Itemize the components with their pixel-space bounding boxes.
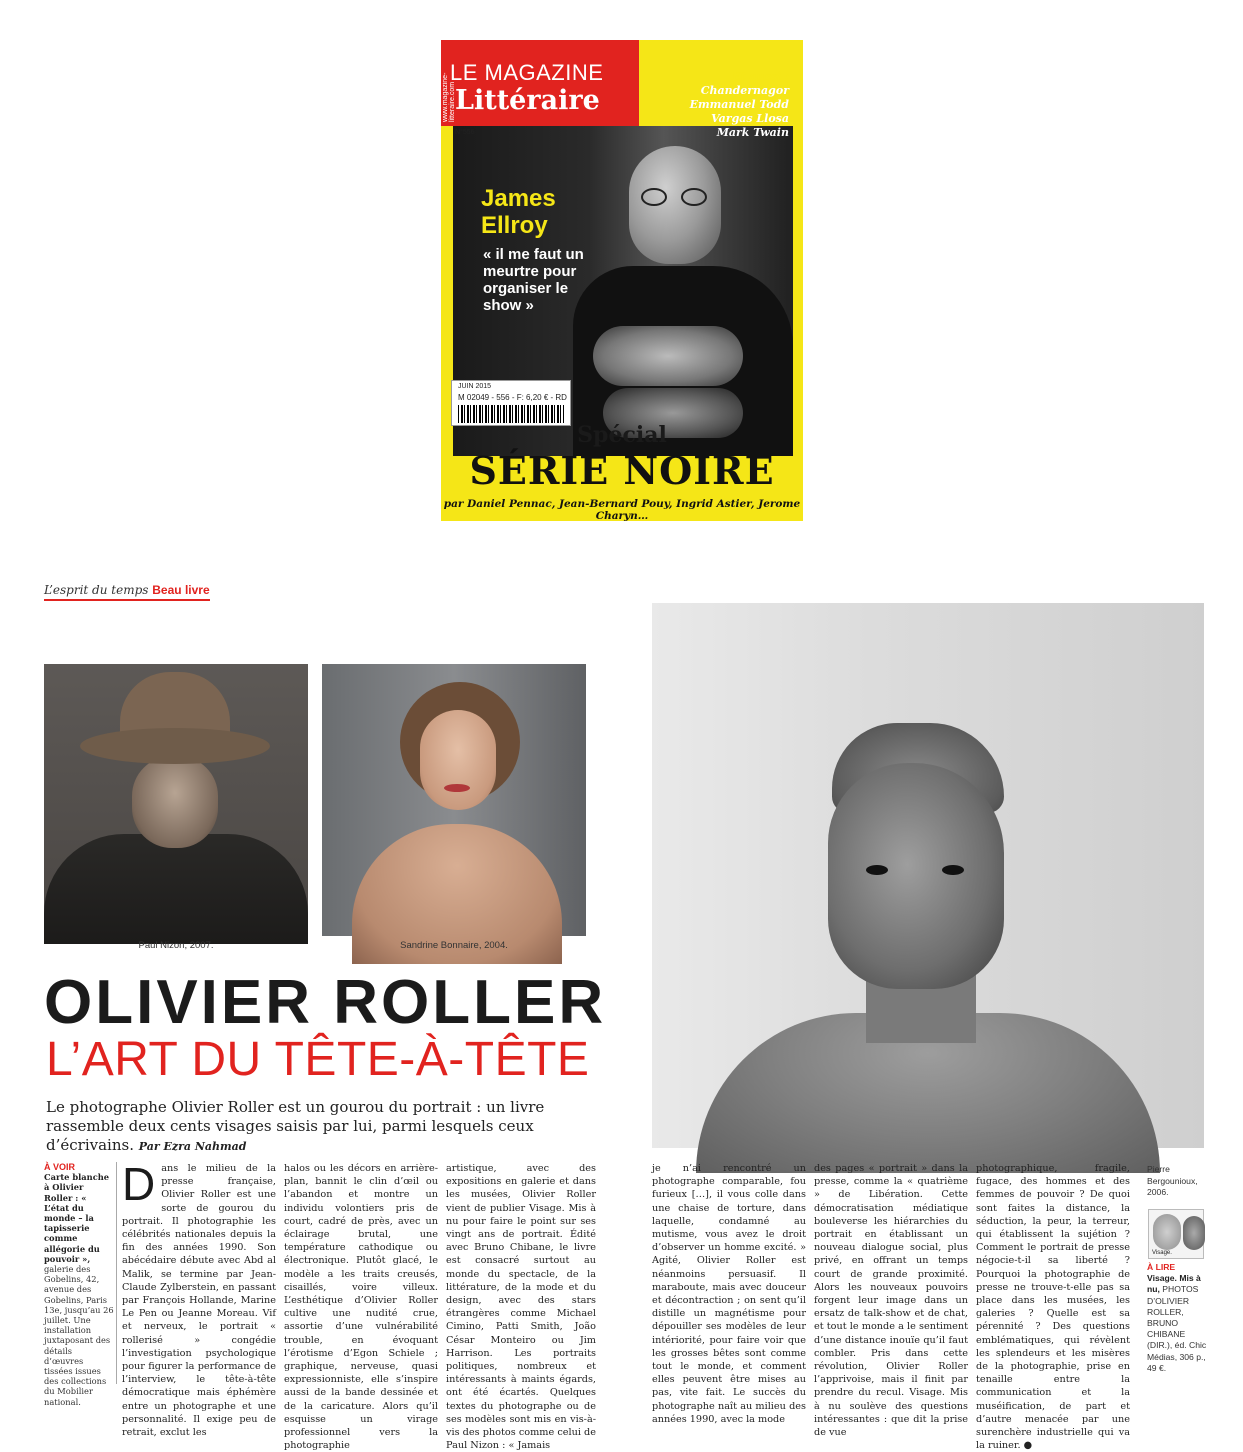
cover-special: Spécial: [577, 422, 667, 448]
section-tag: Beau livre: [152, 583, 210, 597]
book-face-right: [1183, 1216, 1205, 1250]
article-lede: [46, 1098, 606, 1156]
column-text: ans le milieu de la presse française, Olivier Roller est une sorte de gourou du portrait. Il photographie les célébrités nationales depuis la fin des années 1990. Son abécédaire débute avec Abd al Malik, se termine par Jean-Claude Zylberstein, en passant par François Hollande, Marine Le Pen ou Jeanne Moreau. Vif et nerveux, le portrait « rollerisé » congédie l’investigation psychologique pour figurer la performance de l’interview, le tête-à-tête démocratique mais éphémère entre un photographe et une personnalité. Il exige peu de retrait, exclut les: [122, 1163, 276, 1439]
photo-sandrine-bonnaire: [322, 664, 586, 936]
sidebar-a-lire: [1147, 1262, 1211, 1374]
article-column-2: halos ou les décors en arrière-plan, bannit le clin d’œil ou l’abandon et montre un individu volontiers pris de court, cadré de près, avec un éclairage brutal, une température cathodique ou électronique. Plutôt glacé, le modèle a les traits creusés, cisaillés, voire villeux. L’esthétique d’Olivier Roller cultive une nudité crue, assortie d’une vulnérabilité trouble, en évoquant l’érotisme d’Egon Schiele ; graphique, nerveuse, quasi expressionniste, elle s’inspire aussi de la bande dessinée et de la caricature. Alors qu’il esquisse un virage professionnel vers la photographie: [284, 1163, 438, 1452]
cover-also-name: Chandernagor: [700, 84, 789, 97]
alire-kicker: À LIRE: [1147, 1262, 1176, 1272]
nizon-coat: [44, 834, 308, 944]
photo-credit: Pierre Bergounioux, 2006.: [1147, 1164, 1198, 1197]
alire-body: PHOTOS D’OLIVIER ROLLER, BRUNO CHIBANE (DIR.), éd. Chic Médias, 306 p., 49 €.: [1147, 1284, 1207, 1373]
nizon-face: [132, 756, 218, 848]
cover-also-list: [690, 70, 789, 140]
cover-authors: par Daniel Pennac, Jean-Bernard Pouy, Ingrid Astier, Jerome Charyn…: [443, 498, 801, 522]
sidebar-title: Carte blanche à Olivier Roller : « L’état du monde – la tapisserie comme allégorie du pouvoir »,: [44, 1172, 110, 1264]
cover-logo-line1: LE MAGAZINE: [450, 60, 604, 85]
cover-date: JUIN 2015: [458, 383, 492, 390]
bonnaire-lips: [444, 784, 470, 792]
dropcap: D: [122, 1158, 156, 1210]
cover-figure-hands: [593, 326, 743, 386]
cover-name-first: James: [481, 185, 556, 212]
sidebar-kicker: À VOIR: [44, 1162, 76, 1172]
bergounioux-eye-right: [942, 865, 964, 875]
bonnaire-face: [420, 710, 496, 810]
cover-barcode: [451, 380, 571, 426]
article-column-5: des pages « portrait » dans la presse, comme la « quatrième » de Libération. Cette démocratisation médiatique bouleverse les hiérarchies du portrait en établissant un nouveau dialogue social, plus privé, en offrant un temps court de grande proximité. Alors les nouveaux pouvoirs forgent leur image dans un ersatz de talk-show et de chat, et tout le monde a le sentiment d’une distance inouïe qu’il faut combler. Pris dans cette révolution, Olivier Roller l’apprivoise, mais il finit par prendre du recul. Visage. Mis à nu soulève des questions intéressantes : que dit la prise de vue: [814, 1163, 968, 1439]
cover-serie-noire: SÉRIE NOIRE: [469, 448, 775, 493]
article-subhead: L’ART DU TÊTE-À-TÊTE: [46, 1033, 590, 1086]
book-face-left: [1153, 1214, 1181, 1250]
cover-price-code: M 02049 - 556 - F: 6,20 € - RD: [458, 393, 567, 402]
sidebar-body: galerie des Gobelins, 42, avenue des Gobelins, Paris 13e, jusqu’au 26 juillet. Une installation juxtaposant des détails d’œuvres tissées issues des collections du Mobilier national.: [44, 1264, 114, 1407]
section-name: L’esprit du temps: [44, 583, 149, 597]
cover-issue-number: N°556: [455, 129, 475, 136]
cover-also-name: Mark Twain: [716, 126, 789, 139]
article-column-3: artistique, avec des expositions en galerie et dans les musées, Olivier Roller vient de publier Visage. Mis à nu pour faire le point sur ses vingt ans de portrait. Édité avec Bruno Chibane, le livre est consacré surtout au monde du spectacle, de la littérature, de la mode et du design, avec des stars étrangères comme Michael Cimino, Patti Smith, João César Monteiro ou Jim Harrison. Les portraits politiques, nombreux et intéressants à maints égards, ont été écartés. Quelques textes du photographe ou de ses modèles sont mis en vis-à-vis des photos comme celui de Paul Nizon : « Jamais: [446, 1163, 596, 1452]
bergounioux-eye-left: [866, 865, 888, 875]
article-headline: OLIVIER ROLLER: [44, 968, 607, 1037]
alire-title: Visage. Mis à nu,: [1147, 1273, 1201, 1295]
article-column-1: [122, 1158, 276, 1439]
cover-name-last: Ellroy: [481, 212, 548, 239]
photo-pierre-bergounioux: [652, 603, 1204, 1148]
cover-quote: « il me faut un meurtre pour organiser le show »: [483, 246, 584, 314]
nizon-hat-brim: [80, 728, 270, 764]
cover-logo: [441, 40, 639, 126]
book-thumb-title: Visage.: [1152, 1250, 1172, 1256]
lede-text: Le photographe Olivier Roller est un gourou du portrait : un livre rassemble deux cents visages saisis par lui, parmi lesquels ceux d’écrivains.: [46, 1098, 545, 1154]
caption-bonnaire: Sandrine Bonnaire, 2004.: [400, 940, 508, 951]
barcode-icon: [458, 405, 564, 423]
magazine-cover: [441, 40, 803, 521]
byline: Par Ezra Nahmad: [138, 1140, 247, 1153]
photo-paul-nizon: [44, 664, 308, 936]
sidebar-a-voir: [44, 1162, 114, 1407]
book-cover-thumbnail: [1148, 1209, 1204, 1259]
cover-figure-glasses: [641, 188, 707, 206]
caption-nizon: Paul Nizon, 2007.: [138, 940, 214, 951]
cover-also-heading: Et aussi :: [732, 70, 789, 83]
cover-also-name: Emmanuel Todd: [689, 98, 789, 111]
sidebar-divider: [116, 1162, 117, 1384]
article-column-6: photographique, fragile, fugace, des hommes et des femmes de pouvoir ? De quoi sont faites la distance, la séduction, la peur, la terreur, qui établissent la sujétion ? Comment le portrait de presse négocie-t-il sa liberté ? Pourquoi la photographie de presse ne trouve-t-elle pas sa place dans les musées, les galeries ? Quelle est sa pérennité ? Des questions emblématiques, qui révèlent les splendeurs et les misères de la photographie, prise en tenaille entre la communication et la muséification, de part et d’autre menacée par une surenchère industrielle qui va la ruiner. ●: [976, 1163, 1130, 1452]
cover-logo-line2: Littéraire: [455, 85, 600, 116]
cover-url: www.magazine-litteraire.com: [442, 72, 456, 122]
cover-also-name: Vargas Llosa: [711, 112, 789, 125]
article-column-4: je n’ai rencontré un photographe comparable, fou furieux […], il vous colle dans une chaise de torture, dans laquelle, condamné au mutisme, vous avez le droit d’observer un homme excité. » Agité, Olivier Roller est néanmoins persuasif. Il maraboute, mais avec douceur et décontraction ; on sent qu’il distille un magnétisme pour dépouiller ses modèles de leur intériorité, pour faire voir que les grosses bêtes sont comme tout le monde, et comment elles peuvent être mises au pas, vite fait. Le succès du photographe naît au milieu des années 1990, avec la mode: [652, 1163, 806, 1425]
cover-headline-name: [481, 185, 556, 239]
section-label: [44, 583, 210, 601]
bergounioux-head: [828, 763, 1004, 989]
